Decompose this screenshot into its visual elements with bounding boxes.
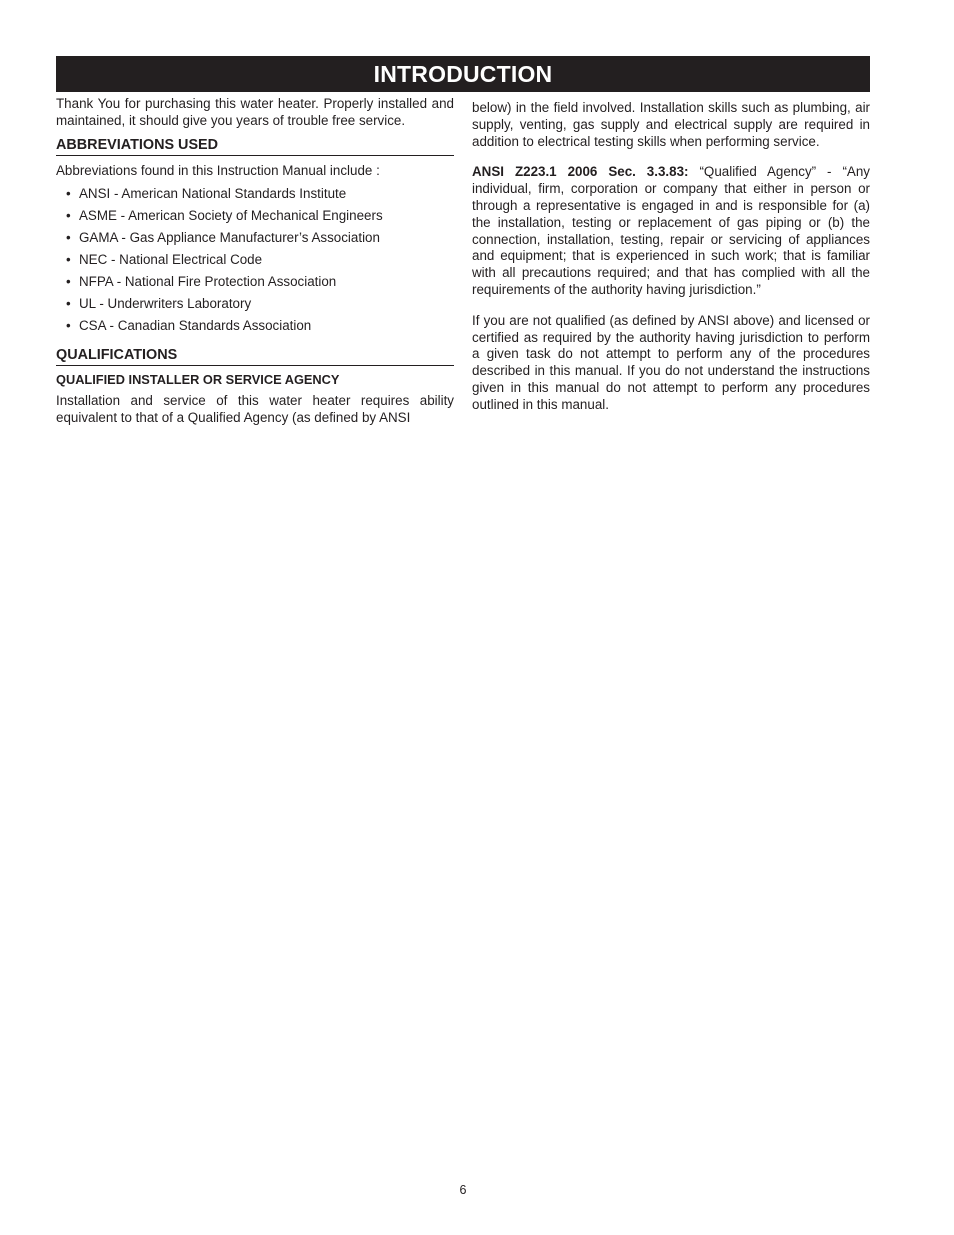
qualifications-heading: QUALIFICATIONS <box>56 347 454 366</box>
bullet-icon: • <box>66 230 71 246</box>
abbreviations-list <box>56 183 454 337</box>
list-item: • UL - Underwriters Laboratory <box>66 293 454 315</box>
list-item: • CSA - Canadian Standards Association <box>66 315 454 337</box>
warning-paragraph: If you are not qualified (as defined by ANSI above) and licensed or certified as required by the authority having jurisdiction to perform a given task do not attempt to perform any of the procedures described in this manual. If you do not understand the instructions given in this manual do not attempt to perform any procedures outlined in this manual. <box>472 312 870 412</box>
bullet-icon: • <box>66 296 71 312</box>
intro-paragraph: Thank You for purchasing this water heater. Properly installed and maintained, it should give you years of trouble free service. <box>56 96 454 128</box>
bullet-icon: • <box>66 186 71 202</box>
qualifications-paragraph: Installation and service of this water heater requires ability equivalent to that of a Qualified Agency (as defined by ANSI <box>56 393 454 426</box>
qualifications-continuation: below) in the field involved. Installation skills such as plumbing, air supply, venting, gas supply and electrical supply are required in addition to electrical testing skills when performing service. <box>472 100 870 149</box>
list-item: • ANSI - American National Standards Institute <box>66 183 454 205</box>
ansi-reference: ANSI Z223.1 2006 Sec. 3.3.83: <box>472 164 689 180</box>
list-item: • NFPA - National Fire Protection Association <box>66 271 454 293</box>
bullet-icon: • <box>66 208 71 224</box>
bullet-icon: • <box>66 274 71 290</box>
ansi-definition-paragraph <box>472 164 870 298</box>
page-title: INTRODUCTION <box>56 56 870 92</box>
bullet-icon: • <box>66 318 71 334</box>
list-item: • ASME - American Society of Mechanical Engineers <box>66 205 454 227</box>
page-number: 6 <box>459 1183 467 1197</box>
abbreviations-lead: Abbreviations found in this Instruction Manual include : <box>56 162 380 178</box>
list-item: • GAMA - Gas Appliance Manufacturer’s Association <box>66 227 454 249</box>
bullet-icon: • <box>66 252 71 268</box>
abbreviations-heading: ABBREVIATIONS USED <box>56 137 454 156</box>
qualified-installer-subheading: QUALIFIED INSTALLER OR SERVICE AGENCY <box>56 372 340 388</box>
left-column <box>56 96 454 427</box>
ansi-definition-text: “Qualified Agency” - “Any individual, firm, corporation or company that either in person or through a representative is engaged in and is responsible for (a) the installation, testing or replacement of gas piping or (b) the connection, installation, testing, repair or servicing of appliances and equipment; that is experienced in such work; that is familiar with all precautions required; and that has complied with all the requirements of the authority having jurisdiction.” <box>472 164 870 297</box>
list-item: • NEC - National Electrical Code <box>66 249 454 271</box>
right-column <box>472 100 870 414</box>
